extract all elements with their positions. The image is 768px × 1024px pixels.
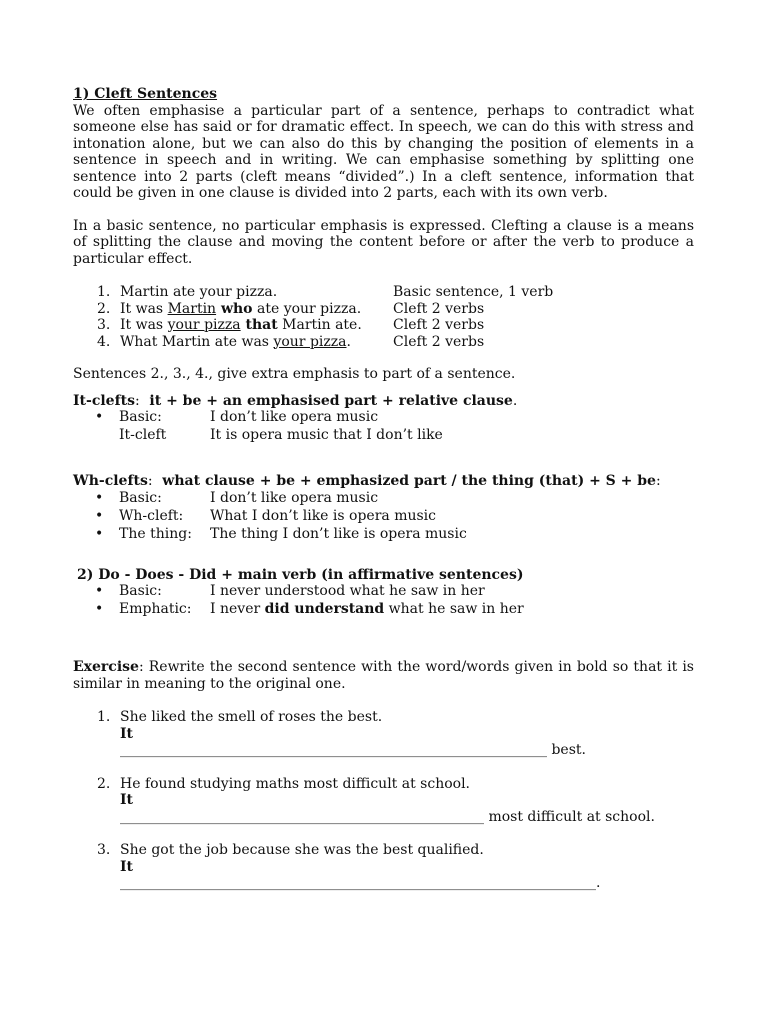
- it-clefts-label: It-clefts: [73, 392, 135, 409]
- cleft-examples-list: [73, 284, 694, 350]
- example-number: 1.: [97, 284, 111, 300]
- exercise-sentence: He found studying maths most difficult at school.: [120, 775, 470, 792]
- example-item: [73, 317, 694, 334]
- example-number: 3.: [97, 317, 111, 333]
- exercise-sentence: She liked the smell of roses the best.: [120, 709, 383, 725]
- example-note: Cleft 2 verbs: [393, 317, 485, 333]
- exercise-item: [73, 709, 694, 759]
- example-note: Basic sentence, 1 verb: [393, 284, 554, 300]
- example-item: [73, 284, 694, 301]
- example-text-end: ate your pizza.: [252, 300, 362, 317]
- row-text: What I don’t like is opera music: [210, 507, 436, 524]
- exercise-prompt: It: [120, 858, 134, 875]
- row-label: The thing:: [119, 525, 192, 542]
- exercise-instruction: [73, 659, 694, 692]
- bullet-icon: •: [95, 601, 104, 617]
- row-text: I don’t like opera music: [210, 409, 379, 425]
- exercise-sentence: She got the job because she was the best qualified.: [120, 842, 484, 858]
- example-text: Martin ate your pizza.: [120, 284, 278, 300]
- row-label: Basic:: [119, 489, 162, 506]
- example-underlined: your pizza: [273, 333, 347, 350]
- answer-line[interactable]: [120, 742, 694, 759]
- bullet-icon: •: [95, 409, 104, 425]
- example-note: Cleft 2 verbs: [393, 333, 485, 350]
- list-item: [73, 490, 694, 508]
- example-text: What Martin ate was: [120, 333, 274, 350]
- answer-line[interactable]: [120, 875, 694, 892]
- bullet-icon: •: [95, 583, 104, 599]
- it-clefts-heading: [73, 393, 694, 410]
- exercise-number: 2.: [97, 775, 111, 792]
- row-text: I don’t like opera music: [210, 489, 379, 506]
- answer-blank[interactable]: _____________________________________________________________: [120, 742, 547, 758]
- it-clefts-colon: :: [134, 392, 140, 409]
- bullet-icon: •: [95, 489, 104, 506]
- row-label: Basic:: [119, 409, 162, 425]
- example-number: 2.: [97, 300, 111, 317]
- exercise-prompt: It: [120, 792, 134, 808]
- bullet-icon: •: [95, 507, 104, 524]
- wh-clefts-end: :: [655, 473, 661, 489]
- list-item: [73, 427, 694, 445]
- exercise-item: [73, 776, 694, 826]
- it-clefts-formula: it + be + an emphasised part + relative clause: [139, 392, 513, 409]
- row-text: It is opera music that I don’t like: [210, 427, 443, 443]
- answer-tail: most difficult at school.: [484, 808, 655, 825]
- wh-clefts-colon: :: [147, 473, 153, 489]
- row-label: Wh-cleft:: [119, 507, 184, 524]
- example-number: 4.: [97, 333, 111, 350]
- example-bold: that: [240, 317, 278, 333]
- it-clefts-list: [73, 409, 694, 445]
- exercise-number: 1.: [97, 709, 111, 725]
- do-does-did-list: [73, 583, 694, 619]
- worksheet-page: [73, 86, 694, 892]
- example-item: [73, 334, 694, 351]
- row-text-bold: did understand: [264, 601, 385, 617]
- basic-sentence-paragraph: In a basic sentence, no particular emphasis is expressed. Clefting a clause is a means of splitting the clause and moving the content before or after the verb to produce a particular effect.: [73, 217, 694, 267]
- answer-tail: best.: [547, 742, 586, 758]
- exercise-item: [73, 842, 694, 892]
- bullet-icon: •: [95, 525, 104, 542]
- answer-blank[interactable]: ____________________________________________________________________: [120, 875, 596, 891]
- answer-blank[interactable]: ____________________________________________________: [120, 808, 484, 825]
- intro-paragraph: We often emphasise a particular part of a sentence, perhaps to contradict what someone else has said or for dramatic effect. In speech, we can do this with stress and intonation alone, but we can also do this by changing the position of elements in a sentence in speech and in writing. We can emphasise something by splitting one sentence into 2 parts (cleft means “divided”.) In a cleft sentence, information that could be given in one clause is divided into 2 parts, each with its own verb.: [73, 102, 694, 201]
- example-text-end: Martin ate.: [277, 317, 362, 333]
- row-text: I never: [210, 601, 265, 617]
- answer-tail: .: [596, 875, 601, 891]
- wh-clefts-heading: [73, 473, 694, 490]
- row-text-end: what he saw in her: [384, 601, 524, 617]
- wh-clefts-label: Wh-clefts: [73, 473, 148, 489]
- list-item: [73, 583, 694, 601]
- example-note: Cleft 2 verbs: [393, 300, 485, 317]
- example-text: It was: [120, 317, 168, 333]
- row-label: Emphatic:: [119, 601, 192, 617]
- example-underlined: Martin: [167, 300, 217, 317]
- emphasis-summary: Sentences 2., 3., 4., give extra emphasis to part of a sentence.: [73, 366, 516, 382]
- list-item: [73, 526, 694, 544]
- exercise-prompt: It: [120, 725, 134, 742]
- it-clefts-end: .: [512, 392, 518, 409]
- example-text-end: .: [346, 333, 351, 350]
- row-text: The thing I don’t like is opera music: [210, 525, 467, 542]
- example-bold: who: [216, 300, 253, 317]
- list-item: [73, 409, 694, 427]
- row-label: It-cleft: [119, 427, 167, 443]
- section-title-do-does-did: 2) Do - Does - Did + main verb (in affirmative sentences): [77, 566, 524, 583]
- row-label: Basic:: [119, 583, 162, 599]
- wh-clefts-formula: what clause + be + emphasized part / the thing (that) + S + be: [152, 473, 656, 489]
- exercise-instruction-text: : Rewrite the second sentence with the word/words given in bold so that it is similar in meaning to the original one.: [73, 659, 694, 692]
- exercise-label: Exercise: [73, 659, 139, 675]
- example-text: It was: [120, 300, 168, 317]
- list-item: [73, 508, 694, 526]
- wh-clefts-list: [73, 490, 694, 544]
- row-text: I never understood what he saw in her: [210, 583, 485, 599]
- example-item: [73, 301, 694, 318]
- example-underlined: your pizza: [167, 317, 241, 333]
- list-item: [73, 601, 694, 619]
- section-title-cleft-sentences: 1) Cleft Sentences: [73, 86, 218, 102]
- answer-line[interactable]: [120, 809, 694, 826]
- exercise-number: 3.: [97, 842, 111, 858]
